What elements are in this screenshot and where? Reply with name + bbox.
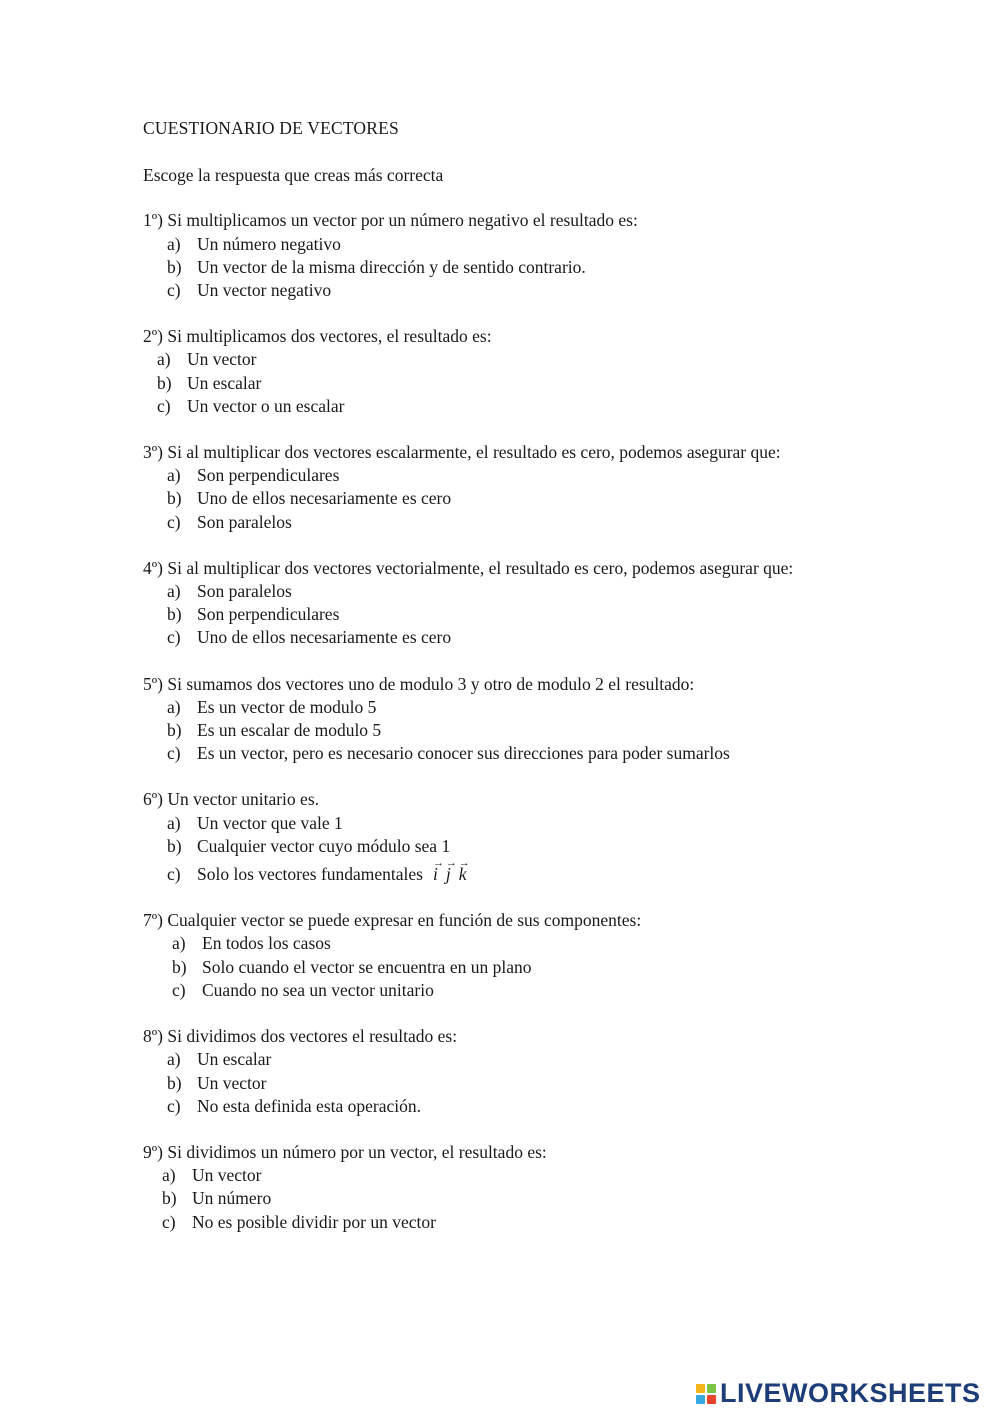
instruction-text: Escoge la respuesta que creas más correcta <box>143 165 444 186</box>
option-b[interactable] <box>143 603 903 626</box>
option-letter: a) <box>167 465 181 486</box>
question-text: 8º) Si dividimos dos vectores el resultado es: <box>143 1026 458 1047</box>
question-8 <box>143 1025 903 1118</box>
question-4 <box>143 557 903 650</box>
option-letter: b) <box>172 956 187 977</box>
option-letter: b) <box>167 835 182 856</box>
option-text: Un vector <box>187 349 257 370</box>
option-letter: a) <box>157 349 171 370</box>
option-text: Un vector <box>197 1072 267 1093</box>
option-text: Son perpendiculares <box>197 604 340 625</box>
option-letter: b) <box>162 1188 177 1209</box>
option-text: No esta definida esta operación. <box>197 1095 422 1116</box>
option-c[interactable] <box>143 1095 903 1118</box>
option-letter: c) <box>167 627 181 648</box>
option-c[interactable] <box>143 279 903 302</box>
option-c[interactable] <box>143 511 903 534</box>
option-text: Un vector <box>192 1165 262 1186</box>
option-letter: b) <box>157 372 172 393</box>
option-text: Es un vector de modulo 5 <box>197 696 377 717</box>
option-text: Son perpendiculares <box>197 465 340 486</box>
option-a[interactable] <box>143 812 903 835</box>
option-a[interactable] <box>143 932 903 955</box>
question-1 <box>143 209 903 302</box>
option-letter: b) <box>167 1072 182 1093</box>
question-3 <box>143 441 903 534</box>
worksheet-page <box>143 117 903 1257</box>
option-letter: a) <box>167 696 181 717</box>
option-b[interactable] <box>143 1187 903 1210</box>
option-letter: c) <box>167 280 181 301</box>
question-9 <box>143 1141 903 1234</box>
logo-text: LIVEWORKSHEETS <box>720 1378 981 1408</box>
option-text: Es un vector, pero es necesario conocer sus direcciones para poder sumarlos <box>197 743 730 764</box>
question-text: 2º) Si multiplicamos dos vectores, el resultado es: <box>143 326 492 347</box>
option-letter: a) <box>167 233 181 254</box>
option-letter: b) <box>167 488 182 509</box>
option-c[interactable] <box>143 979 903 1002</box>
question-text: 3º) Si al multiplicar dos vectores escalarmente, el resultado es cero, podemos asegurar que: <box>143 442 781 463</box>
question-text: 4º) Si al multiplicar dos vectores vectorialmente, el resultado es cero, podemos asegurar que: <box>143 557 794 578</box>
option-letter: c) <box>167 864 181 885</box>
unit-vector-k: → k <box>459 863 467 886</box>
option-text: Solo cuando el vector se encuentra en un plano <box>202 956 532 977</box>
option-text: Uno de ellos necesariamente es cero <box>197 627 452 648</box>
question-7 <box>143 909 903 1002</box>
logo-mark-icon <box>696 1384 716 1404</box>
option-letter: b) <box>167 720 182 741</box>
option-b[interactable] <box>143 1072 903 1095</box>
option-text: Solo los vectores fundamentales <box>197 864 423 885</box>
option-b[interactable] <box>143 256 903 279</box>
option-text: Un vector de la misma dirección y de sentido contrario. <box>197 256 586 277</box>
page-title: CUESTIONARIO DE VECTORES <box>143 118 399 138</box>
option-letter: b) <box>167 604 182 625</box>
option-a[interactable] <box>143 348 903 371</box>
option-b[interactable] <box>143 835 903 858</box>
option-text: Un vector que vale 1 <box>197 812 343 833</box>
option-text: Un número negativo <box>197 233 341 254</box>
option-letter: a) <box>167 1049 181 1070</box>
question-6 <box>143 788 903 886</box>
question-text: 1º) Si multiplicamos un vector por un número negativo el resultado es: <box>143 210 638 231</box>
option-letter: c) <box>157 395 171 416</box>
unit-vector-i: → i <box>433 863 438 886</box>
option-c[interactable] <box>143 1211 903 1234</box>
option-letter: a) <box>162 1165 176 1186</box>
option-text: Cualquier vector cuyo módulo sea 1 <box>197 835 451 856</box>
question-text: 9º) Si dividimos un número por un vector, el resultado es: <box>143 1141 547 1162</box>
option-text: Es un escalar de modulo 5 <box>197 720 382 741</box>
question-2 <box>143 325 903 418</box>
question-text: 6º) Un vector unitario es. <box>143 789 319 810</box>
option-text: Uno de ellos necesariamente es cero <box>197 488 452 509</box>
option-text: Un vector negativo <box>197 280 332 301</box>
option-letter: c) <box>167 1095 181 1116</box>
option-a[interactable] <box>143 1164 903 1187</box>
liveworksheets-logo <box>696 1378 981 1409</box>
option-letter: c) <box>167 743 181 764</box>
option-letter: a) <box>167 812 181 833</box>
option-text: Un vector o un escalar <box>187 395 345 416</box>
option-text: En todos los casos <box>202 933 331 954</box>
option-c[interactable] <box>143 395 903 418</box>
option-b[interactable] <box>143 372 903 395</box>
option-letter: a) <box>172 933 186 954</box>
question-5 <box>143 673 903 766</box>
option-letter: b) <box>167 256 182 277</box>
option-a[interactable] <box>143 696 903 719</box>
option-letter: a) <box>167 581 181 602</box>
question-text: 5º) Si sumamos dos vectores uno de modulo 3 y otro de modulo 2 el resultado: <box>143 673 695 694</box>
option-b[interactable] <box>143 487 903 510</box>
question-text: 7º) Cualquier vector se puede expresar en función de sus componentes: <box>143 910 642 931</box>
option-c[interactable] <box>143 626 903 649</box>
option-text: Son paralelos <box>197 581 292 602</box>
option-text: Un número <box>192 1188 272 1209</box>
option-text: No es posible dividir por un vector <box>192 1211 436 1232</box>
unit-vector-j: → j <box>446 863 451 886</box>
option-a[interactable] <box>143 580 903 603</box>
option-b[interactable] <box>143 956 903 979</box>
option-text: Cuando no sea un vector unitario <box>202 979 434 1000</box>
option-a[interactable] <box>143 233 903 256</box>
option-letter: c) <box>162 1211 176 1232</box>
option-a[interactable] <box>143 464 903 487</box>
option-letter: c) <box>172 979 186 1000</box>
option-c[interactable] <box>143 863 903 886</box>
option-a[interactable] <box>143 1048 903 1071</box>
option-text: Un escalar <box>197 1049 272 1070</box>
option-c[interactable] <box>143 742 903 765</box>
option-text: Son paralelos <box>197 511 292 532</box>
option-letter: c) <box>167 511 181 532</box>
option-text: Un escalar <box>187 372 262 393</box>
option-b[interactable] <box>143 719 903 742</box>
